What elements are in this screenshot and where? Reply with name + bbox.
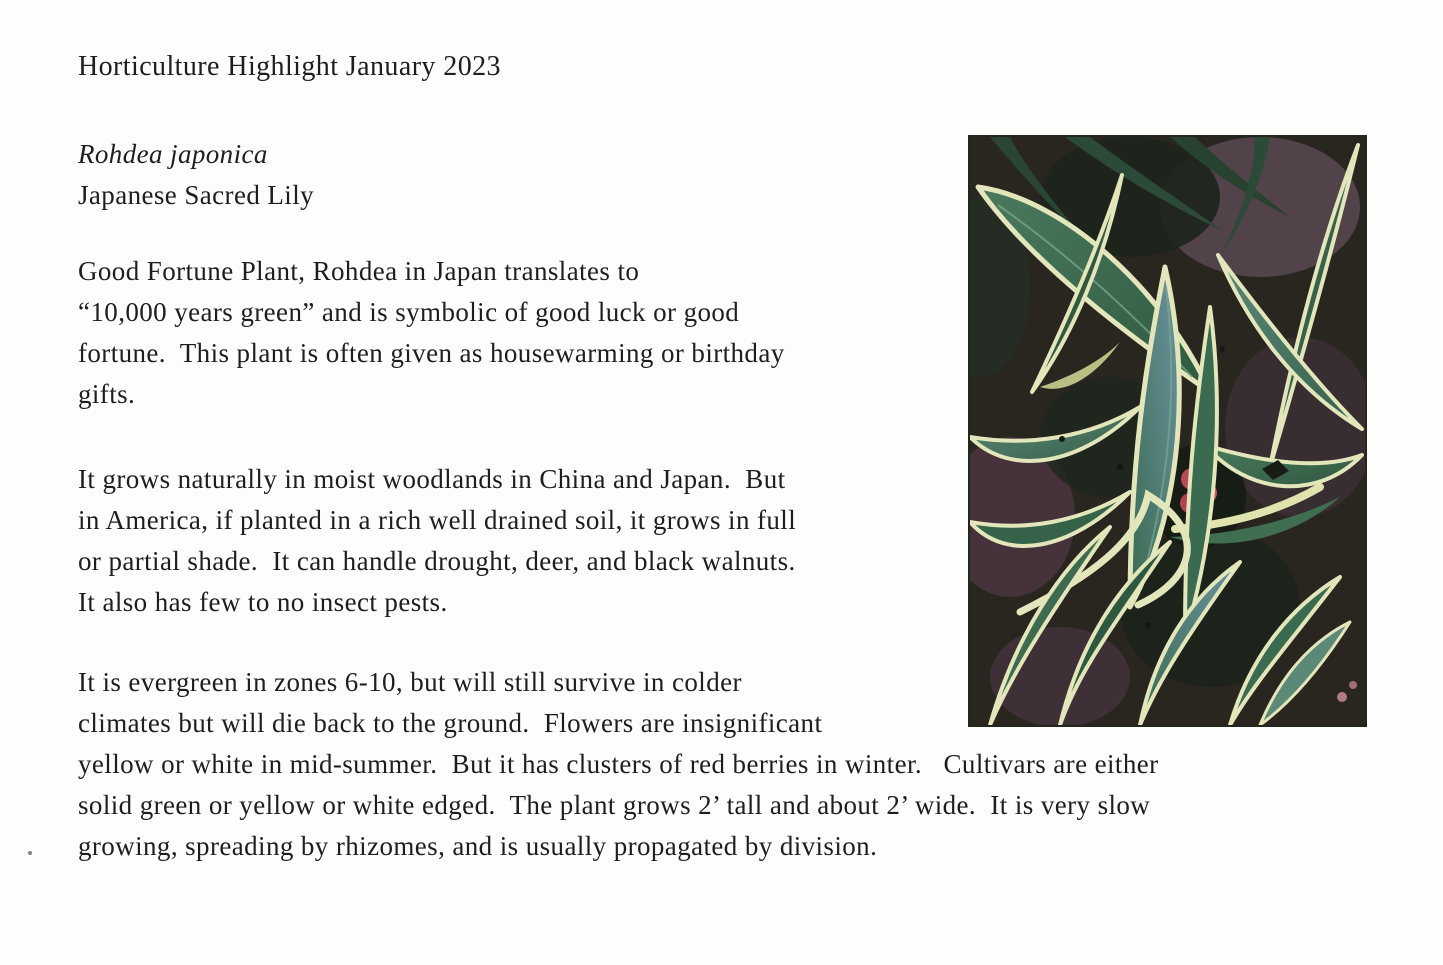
text-line: or partial shade. It can handle drought, deer, and black walnuts. bbox=[78, 546, 796, 576]
text-line: solid green or yellow or white edged. The plant grows 2’ tall and about 2’ wide. It is very slow bbox=[78, 790, 1151, 820]
text-line: It also has few to no insect pests. bbox=[78, 587, 448, 617]
scan-artifact-dot bbox=[28, 851, 32, 855]
plant-photo bbox=[968, 135, 1367, 727]
common-name: Japanese Sacred Lily bbox=[78, 180, 315, 210]
text-line: climates but will die back to the ground. Flowers are insignificant bbox=[78, 708, 823, 738]
text-line: Good Fortune Plant, Rohdea in Japan translates to bbox=[78, 256, 640, 286]
plant-photo-illustration bbox=[970, 137, 1365, 725]
botanical-name: Rohdea japonica bbox=[78, 139, 268, 169]
text-line: growing, spreading by rhizomes, and is usually propagated by division. bbox=[78, 831, 878, 861]
text-line: fortune. This plant is often given as housewarming or birthday bbox=[78, 338, 785, 368]
document-title: Horticulture Highlight January 2023 bbox=[78, 51, 501, 82]
text-line: in America, if planted in a rich well drained soil, it grows in full bbox=[78, 505, 797, 535]
text-line: gifts. bbox=[78, 379, 136, 409]
text-line: It is evergreen in zones 6-10, but will still survive in colder bbox=[78, 667, 742, 697]
text-line: It grows naturally in moist woodlands in China and Japan. But bbox=[78, 464, 786, 494]
text-line: yellow or white in mid-summer. But it has clusters of red berries in winter. Cultivars are either bbox=[78, 749, 1159, 779]
text-line: “10,000 years green” and is symbolic of good luck or good bbox=[78, 297, 740, 327]
